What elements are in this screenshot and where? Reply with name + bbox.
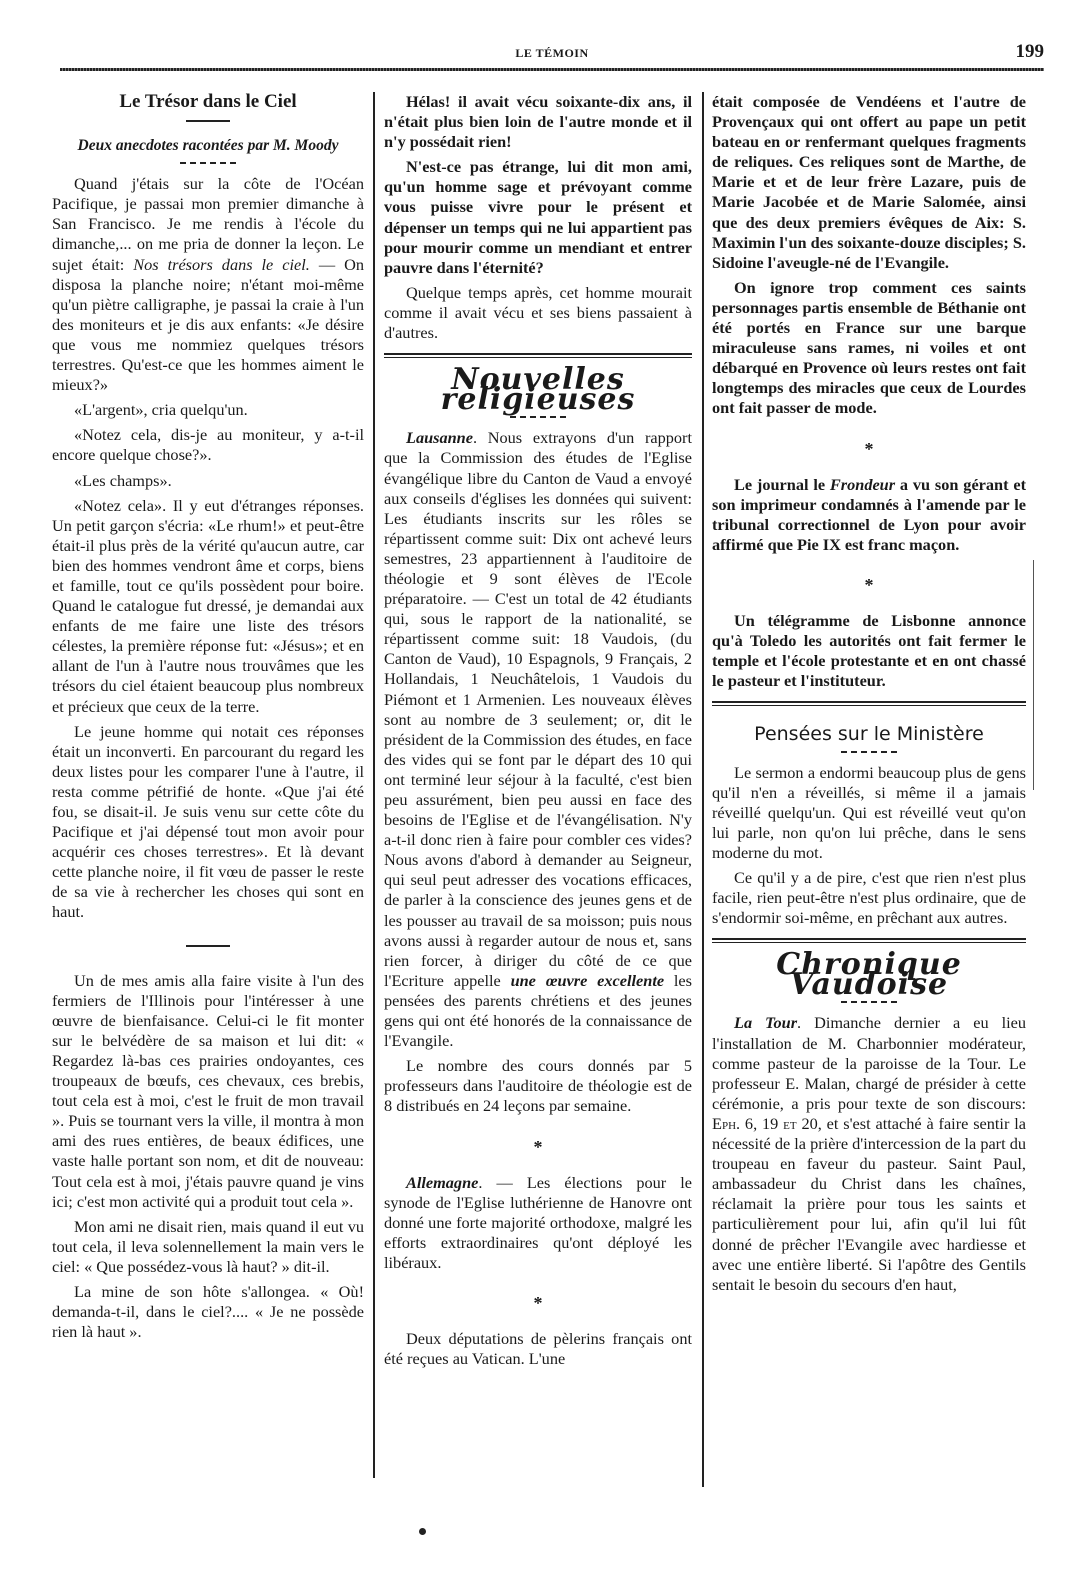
paragraph: Quelque temps après, cet homme mourait comme il avait vécu et ses biens passaient à d'autres. <box>384 282 692 343</box>
section-title: Nouvelles religieuses <box>440 362 636 418</box>
paragraph: «L'argent», cria quelqu'un. <box>74 400 248 420</box>
column-divider <box>1033 560 1034 790</box>
subtitle-rule <box>180 162 236 164</box>
paragraph: Mon ami ne disait rien, mais quand il eut vu tout cela, il leva solennellement la main vers le ciel: « Que possédez-vous là haut? » dit-il. <box>52 1216 364 1276</box>
print-speck <box>419 1528 426 1535</box>
running-title: LE TÉMOIN <box>515 46 589 60</box>
paragraph: Le sermon a endormi beaucoup plus de gens qu'il n'en a réveillés, si même il a jamais réveillé quelqu'un. Qui est réveillé veut qu'on lui parle, non qu'on lui prêche, dans le sens moderne du mot. <box>712 762 1026 862</box>
paragraph: Un de mes amis alla faire visite à l'un des fermiers de l'Illinois pour l'intéresser à une œuvre de bienfaisance. Celui-ci le fit monter sur le belvédère de sa maison et lui dit: « Regardez là-bas ces prairies ondoyantes, ces troupeaux de bœufs, ces chevaux, ces brebis, tout cela est à moi, c'est le fruit de mon travail ». Puis se tournant vers la ville, il montra à mon ami des rues entières, de beaux édifices, une vaste halle portant son nom, et dit de nouveau: Tout cela est à moi, j'étais pauvre quand je vins ici; c'est mon activité qui a produit tout cela ». <box>52 970 365 1211</box>
title-rule <box>186 120 230 122</box>
column-3 <box>712 92 1026 1300</box>
asterisk-separator: * <box>533 1136 543 1157</box>
header-rule <box>60 68 1044 71</box>
page-number: 199 <box>1015 41 1044 62</box>
news-allemagne: Allemagne. — Les élections pour le synode de l'Eglise luthérienne de Hanovre ont donné une forte majorité orthodoxe, malgré les efforts extraordinaires qu'ont déployé les libéraux. <box>384 1172 692 1272</box>
article-title: Le Trésor dans le Ciel <box>119 91 297 112</box>
section-separator <box>712 701 1026 706</box>
column-2 <box>384 92 692 1374</box>
asterisk-separator: * <box>533 1293 543 1314</box>
asterisk-separator: * <box>864 574 874 595</box>
page-header <box>60 28 1044 68</box>
section-title-pensees: Pensées sur le Ministère <box>754 723 984 746</box>
paragraph: «Notez cela, dis-je au moniteur, y a-t-il encore quelque chose?». <box>52 425 364 465</box>
section-title-chronique: Chronique Vaudoise <box>776 947 962 1003</box>
paragraph: Le jeune homme qui notait ces réponses était un inconverti. En parcourant du regard les deux listes pour les comparer l'une à l'autre, il resta comme pétrifié de honte. «Que j'ai été fou, se disait-il. Je suis venu sur cette côte du Pacifique et j'ai dépensé tout mon avoir pour acquérir ces choses terrestres». Et là devant cette planche noire, il fit vœu de passer le reste de sa vie à rechercher les choses qui sont en haut. <box>52 721 364 922</box>
column-1 <box>52 92 364 1347</box>
paragraph: La mine de son hôte s'allongea. « Où! demanda-t-il, dans le ciel?.... « Je ne possède rien là haut ». <box>52 1281 364 1342</box>
section-separator <box>384 353 692 358</box>
news-lausanne: Lausanne. Nous extrayons d'un rapport que la Commission des études de l'Eglise évangélique libre du Canton de Vaud a envoyé aux conseils d'églises les données qui suivent: Les étudiants inscrits sur les rôles se répartissent comme suit: Dix ont achevé leurs semestres, 23 appartiennent à l'auditoire de théologie et 9 sont élèves de l'Ecole préparatoire. — C'est un total de 42 étudiants qui, sous le rapport de la nationalité, se répartissent comme suit: 18 Vaudois, (du Canton de Vaud), 10 Espagnols, 9 Français, 2 Hollandais, 1 Neuchâtelois, 1 Vaudois du Piémont et 1 Armenien. Les nouveaux élèves sont au nombre de 3 seulement; or, dit le président de la Commission des études, en face des vides qui se font par le départ des 10 qui ont terminé leur séjour à la faculté, c'est bien peu assurément, bien peu aussi en face des besoins de l'Eglise et de l'évangélisation. N'y a-t-il donc rien à faire pour combler ces vides? Nous avons d'abord à demander au Seigneur, qui seul peut adresser des vocations efficaces, de parler à la conscience des jeunes gens et de les pousser au travail de sa moisson; puis nous avons aussi à regarder autour de nous et, sans rien forcer, à diriger du côté de ce que l'Ecriture appelle une œuvre excellente les pensées des parents chrétiens et des jeunes gens qui ont été honorés de la connaissance de l'Evangile. <box>384 428 692 1051</box>
paragraph: Hélas! il avait vécu soixante-dix ans, il n'était plus bien loin de l'autre monde et il n'y possédait rien! <box>384 92 692 152</box>
column-divider <box>702 92 704 1487</box>
news-frondeur: Le journal le Frondeur a vu son gérant et son imprimeur condamnés à l'amende par le tribunal correctionnel de Lyon pour avoir affirmé que Pie IX est franc maçon. <box>712 474 1027 554</box>
paragraph: On ignore trop comment ces saints personnages partis ensemble de Béthanie ont été portés en France sur une barque miraculeuse sans rames, ni voiles et ont débarqué en Provence où leurs restes ont fait longtemps des miracles que ceux de Lourdes ont fait passer de mode. <box>712 277 1026 418</box>
paragraph: Deux députations de pèlerins français ont été reçues au Vatican. L'une <box>384 1329 692 1369</box>
paragraph: «Les champs». <box>74 470 172 490</box>
news-latour: La Tour. Dimanche dernier a eu lieu l'installation de M. Charbonnier modérateur, comme pasteur de la paroisse de la Tour. Le professeur E. Malan, chargé de présider à cette cérémonie, a pris pour texte de son discours: Eph. 6, 19 et 20, et s'est attaché à faire sentir la nécessité de la prière d'intercession de la part du troupeau en faveur du pasteur. Saint Paul, ambassadeur du Christ dans les chaînes, réclamait la prière pour tous les saints et particulièrement pour lui, afin qu'il lui fût donné de prêcher l'Evangile avec hardiesse et avec une entière liberté. Si l'apôtre des Gentils sentait le besoin du secours d'en haut, <box>712 1013 1027 1294</box>
section-title-rule <box>841 751 897 753</box>
paragraph: Quand j'étais sur la côte de l'Océan Pacifique, je passai mon premier dimanche à San Francisco. Je me rendis à l'école du dimanche,... on me pria de donner la leçon. Le sujet était: Nos trésors dans le ciel. — On disposa la planche noire; n'étant moi-même qu'un piètre calligraphe, je passai la craie à l'un des moniteurs et je dis aux enfants: «Je désire que vous me nommiez quelques trésors terrestres. Qu'est-ce que les hommes aiment le mieux?» <box>52 174 365 395</box>
paragraph: N'est-ce pas étrange, lui dit mon ami, qu'un homme sage et prévoyant comme vous puisse vivre pour le présent et dépenser un temps qui ne lui appartient pas pour mourir comme un mendiant et entrer pauvre dans l'éternité? <box>384 157 692 277</box>
section-separator <box>712 938 1026 943</box>
asterisk-separator: * <box>864 438 874 459</box>
column-divider <box>373 92 375 1478</box>
news-lisbonne: Un télégramme de Lisbonne annonce qu'à Toledo les autorités ont fait fermer le temple et l'école protestante et en ont chassé le pasteur et l'instituteur. <box>712 611 1026 691</box>
paragraph: Le nombre des cours donnés par 5 professeurs dans l'auditoire de théologie est de 8 distribués en 24 leçons par semaine. <box>384 1056 692 1116</box>
anecdote-separator <box>186 945 230 947</box>
paragraph: «Notez cela». Il y eut d'étranges réponses. Un petit garçon s'écria: «Le rhum!» et peut-être était-il plus près de la vérité qu'aucun autre, car bien des hommes vendront âme et corps, biens et famille, tout ce qu'ils possèdent pour boire. Quand le catalogue fut dressé, je demandai aux enfants de me faire une liste des trésors célestes, la première réponse fut: «Jésus»; et en allant de l'un à l'autre nous trouvâmes que les trésors du ciel étaient beaucoup plus nombreux et précieux que ceux de la terre. <box>52 495 364 716</box>
paragraph: était composée de Vendéens et l'autre de Provençaux qui ont offert au pape un petit bateau en or renfermant quelques fragments de reliques. Ces reliques sont de Marthe, de Marie et et de leur frère Lazare, puis de Marie Jacobée et de Marie Salomée, ainsi que des deux premiers évêques de Aix: S. Maximin l'un des soixante-douze disciples; S. Sidoine l'aveugle-né de l'Evangile. <box>712 92 1026 272</box>
article-subtitle: Deux anecdotes racontées par M. Moody <box>77 137 339 155</box>
paragraph: Ce qu'il y a de pire, c'est que rien n'est plus facile, rien peut-être n'est plus ordinaire, que de s'endormir soi-même, en prêchant aux autres. <box>712 868 1026 928</box>
